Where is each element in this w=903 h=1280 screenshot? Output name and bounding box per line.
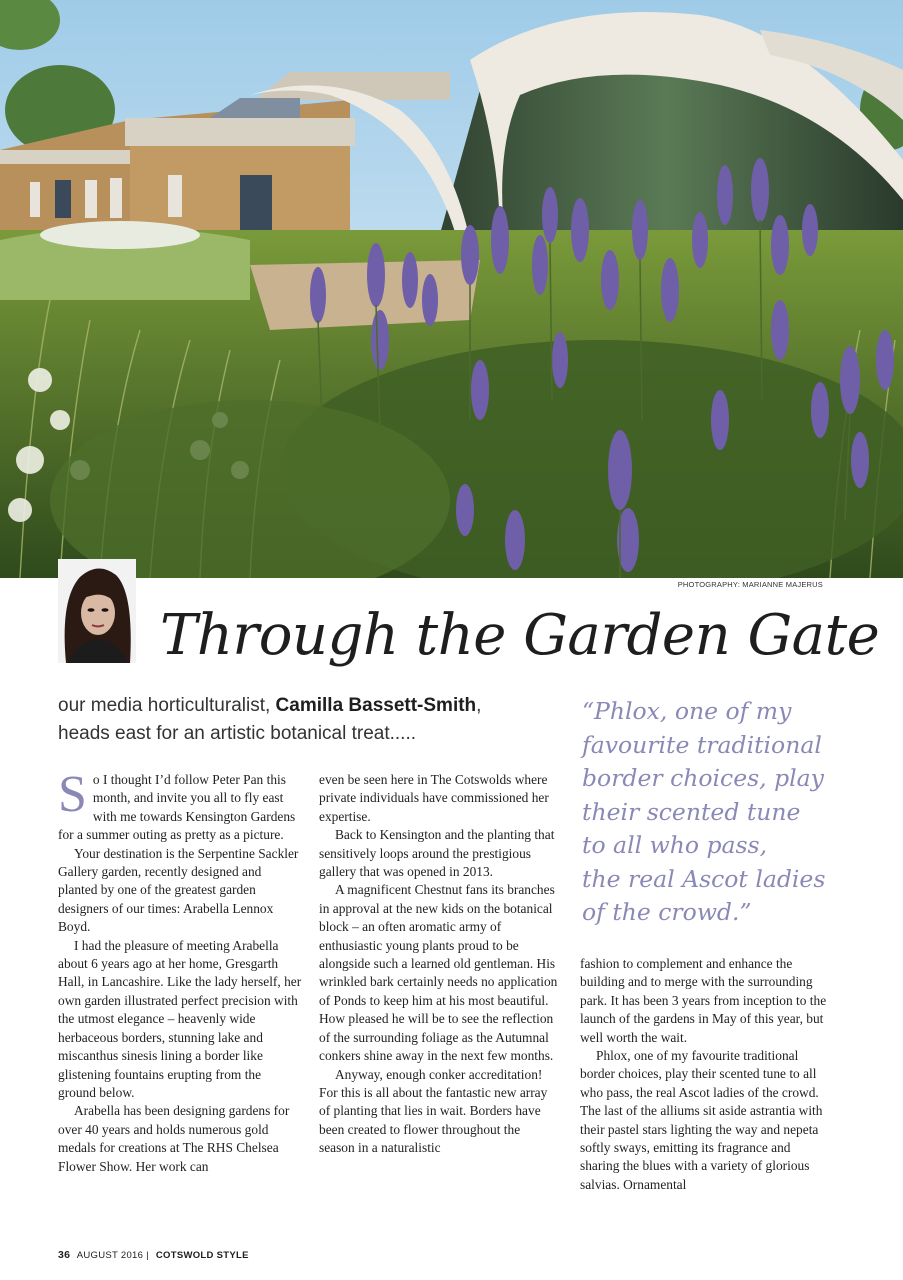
author-portrait-illustration — [58, 559, 136, 663]
page-footer — [58, 1249, 249, 1261]
intro-after: , — [476, 695, 482, 716]
pull-quote-line: the real Ascot ladies — [582, 864, 826, 893]
intro-standfirst — [58, 692, 558, 748]
body-paragraph: Back to Kensington and the planting that sensitively loops around the prestigious gallery that was opened in 2013. — [319, 827, 555, 880]
pull-quote-line: “Phlox, one of my — [582, 697, 792, 725]
body-column-3 — [580, 955, 828, 1194]
magazine-name: COTSWOLD STYLE — [155, 1250, 249, 1261]
pull-quote-line: of the crowd.” — [582, 898, 752, 926]
garden-gallery-illustration — [0, 0, 903, 578]
drop-cap: S — [58, 766, 87, 823]
intro-before: our media horticulturalist, — [58, 695, 271, 716]
body-paragraph: I had the pleasure of meeting Arabella about 6 years ago at her home, Gresgarth Hall, in Lancashire. Like the lady herself, her own garden illustrated perfect precision with the utmost elegance – heavenly wide herbaceous borders, stunning lake and miscanthus sinesis lining a border like glistening fountains erupting from the ground below. — [58, 937, 302, 1100]
body-column-1 — [58, 766, 302, 1176]
article-title: Through the Garden Gate — [160, 603, 880, 668]
issue-date: AUGUST 2016 — [76, 1250, 144, 1261]
body-paragraph: Arabella has been designing gardens for over 40 years and holds numerous gold medals for creations at The RHS Chelsea Flower Show. Her work can — [58, 1103, 290, 1174]
pull-quote-line: to all who pass, — [582, 831, 768, 859]
body-paragraph — [58, 766, 302, 845]
body-column-2 — [319, 771, 559, 1158]
body-paragraph: Anyway, enough conker accreditation! For this is all about the fantastic new array of planting that lies in wait. Borders have been created to flower throughout the season in a naturalistic — [319, 1066, 548, 1156]
body-paragraph: Phlox, one of my favourite traditional border choices, play their scented tune to all who pass, the real Ascot ladies of the crowd. The last of the alliums sit aside astrantia with their pastel stars lighting the way and nepeta softly sways, emitting its fragrance and sharing the blues with a variety of glorious salvias. Ornamental — [580, 1048, 823, 1192]
pull-quote-line: their scented tune — [582, 797, 801, 826]
photo-credit: PHOTOGRAPHY: MARIANNE MAJERUS — [677, 580, 823, 589]
footer-divider: | — [146, 1250, 149, 1261]
body-paragraph: even be seen here in The Cotswolds where private individuals have commissioned her expertise. — [319, 772, 549, 824]
page-number: 36 — [58, 1249, 71, 1261]
pull-quote — [582, 695, 852, 930]
pull-quote-line: border choices, play — [582, 764, 824, 792]
intro-line2: heads east for an artistic botanical treat..... — [58, 723, 417, 744]
author-portrait — [58, 559, 136, 663]
body-paragraph: fashion to complement and enhance the building and to merge with the surrounding park. It has been 3 years from inception to the launch of the gardens in May of this year, but well worth the wait. — [580, 956, 827, 1045]
body-paragraph: A magnificent Chestnut fans its branches in approval at the new kids on the botanical block – an often aromatic army of enthusiastic young plants proud to be alongside such a learned old gentleman. His wrinkled bark certainly needs no application of Ponds to keep him at his most beautiful. How pleased he will be to see the reflection of the surrounding foliage as the Autumnal conkers shine away in the next few months. — [319, 882, 558, 1064]
paragraph-text: o I thought I’d follow Peter Pan this month, and invite you all to fly east with me towards Kensington Gardens for a summer outing as pretty as a picture. — [58, 772, 296, 843]
hero-photo — [0, 0, 903, 578]
body-paragraph: Your destination is the Serpentine Sackler Gallery garden, recently designed and planted by one of the greatest garden designers of our times: Arabella Lennox Boyd. — [58, 845, 299, 935]
pull-quote-line: favourite traditional — [582, 730, 822, 759]
author-name: Camilla Bassett-Smith — [275, 695, 477, 716]
